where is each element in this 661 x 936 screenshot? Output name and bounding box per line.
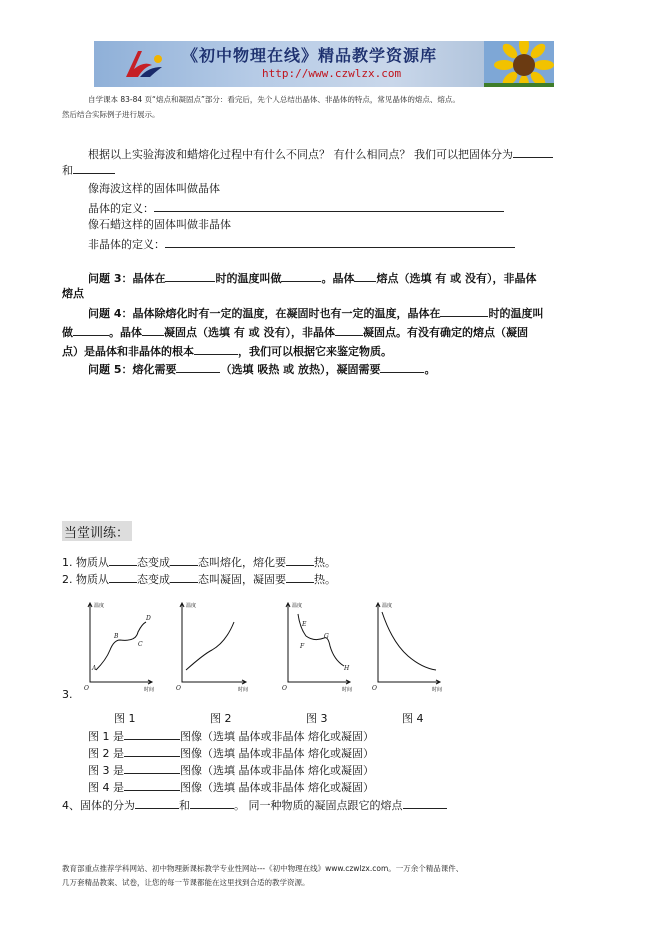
question-4-line-2: 做 。晶体 凝固点（选填 有 或 没有），非晶体 凝固点。有没有确定的熔点（凝固 (62, 323, 528, 341)
blank[interactable] (109, 570, 137, 583)
origin-label: O (282, 685, 287, 692)
blank[interactable] (194, 342, 238, 355)
question-line-2: 和 (62, 161, 115, 179)
blank[interactable] (170, 553, 198, 566)
question-3-line-1: 问题 3：晶体在 时的温度叫做 。晶体 熔点（选填 有 或 没有），非晶体 (88, 269, 536, 287)
noncrystal-definition: 非晶体的定义： (88, 235, 515, 253)
footer-line-1: 教育部重点推荐学科网站、初中物理新课标教学专业性网站---《初中物理在线》www.czwlzx.com。一万余个精品课件、 (62, 864, 464, 873)
blank[interactable] (335, 323, 363, 336)
point-b: B (114, 633, 119, 640)
blank[interactable] (170, 570, 198, 583)
figure-4-label: 图 4 (402, 712, 424, 725)
figure-4-graph (368, 598, 448, 694)
figure-2-label: 图 2 (210, 712, 232, 725)
blank[interactable] (380, 360, 424, 373)
header-banner (94, 41, 554, 87)
figure-answer-row: 图 4 是 图像（选填 晶体或非晶体 熔化或凝固） (88, 778, 374, 796)
y-axis-label: 温度 (292, 603, 303, 609)
y-axis-label: 温度 (94, 603, 105, 609)
blank[interactable] (154, 199, 504, 212)
banner-url[interactable]: http://www.czwlzx.com (262, 67, 402, 80)
origin-label: O (176, 685, 181, 692)
x-axis-label: 时间 (238, 687, 249, 693)
training-item-3-number: 3. (62, 688, 73, 701)
axis-arrows (376, 603, 440, 684)
sunflower-icon (484, 41, 554, 87)
noncrystal-note: 像石蜡这样的固体叫做非晶体 (88, 218, 231, 231)
blank[interactable] (142, 323, 164, 336)
banner-title: 《初中物理在线》精品教学资源库 (182, 46, 438, 65)
blank[interactable] (286, 553, 314, 566)
training-heading: 当堂训练： (64, 526, 130, 541)
axes (288, 604, 350, 682)
blank[interactable] (135, 796, 179, 809)
point-a: A (92, 665, 97, 672)
figure-answer-row: 图 3 是 图像（选填 晶体或非晶体 熔化或凝固） (88, 761, 374, 779)
question-4-line-1: 问题 4：晶体除熔化时有一定的温度，在凝固时也有一定的温度，晶体在 时的温度叫 (88, 304, 543, 322)
axes (182, 604, 246, 682)
x-axis-label: 时间 (342, 687, 353, 693)
figure-answer-row: 图 2 是 图像（选填 晶体或非晶体 熔化或凝固） (88, 744, 374, 762)
x-axis-label: 时间 (432, 687, 443, 693)
blank[interactable] (440, 304, 488, 317)
blank[interactable] (190, 796, 234, 809)
blank[interactable] (403, 796, 447, 809)
x-axis-label: 时间 (144, 687, 155, 693)
blank[interactable] (73, 323, 109, 336)
point-h: H (344, 665, 350, 672)
amorphous-solidifying-curve (382, 612, 436, 670)
y-axis-label: 温度 (186, 603, 197, 609)
point-f: F (300, 643, 305, 650)
blank[interactable] (124, 727, 180, 740)
question-5: 问题 5：熔化需要 （选填 吸热 或 放热），凝固需要 。 (88, 360, 435, 378)
point-c: C (138, 641, 143, 648)
crystal-note: 像海波这样的固体叫做晶体 (88, 182, 220, 195)
figure-answer-row: 图 1 是 图像（选填 晶体或非晶体 熔化或凝固） (88, 727, 374, 745)
blank[interactable] (513, 145, 553, 158)
site-logo-icon (122, 47, 166, 83)
question-line-1: 根据以上实验海波和蜡熔化过程中有什么不同点？ 有什么相同点？ 我们可以把固体分为 (88, 145, 553, 163)
blank[interactable] (73, 161, 115, 174)
question-4-line-3: 点）是晶体和非晶体的根本 ，我们可以根据它来鉴定物质。 (62, 342, 392, 360)
point-d: D (146, 615, 151, 622)
amorphous-melting-curve (186, 622, 234, 670)
blank[interactable] (286, 570, 314, 583)
intro-line-2: 然后结合实际例子进行展示。 (62, 110, 160, 119)
blank[interactable] (124, 744, 180, 757)
crystal-definition: 晶体的定义： (88, 199, 504, 217)
axes (90, 604, 152, 682)
question-3-line-2: 熔点 (62, 287, 84, 300)
figure-2-graph (176, 598, 256, 694)
blank[interactable] (165, 269, 215, 282)
blank[interactable] (109, 553, 137, 566)
origin-label: O (372, 685, 377, 692)
figure-3-graph (278, 598, 358, 694)
origin-label: O (84, 685, 89, 692)
blank[interactable] (124, 778, 180, 791)
blank[interactable] (165, 235, 515, 248)
y-axis-label: 温度 (382, 603, 393, 609)
training-item-2: 2. 物质从 态变成 态叫凝固，凝固要 热。 (62, 570, 336, 588)
blank[interactable] (124, 761, 180, 774)
intro-line-1: 自学课本 83-84 页“熔点和凝固点”部分：看完后，先个人总结出晶体、非晶体的特点，常见晶体的熔点、熔点。 (88, 95, 460, 104)
training-item-4: 4、固体的分为 和 。 同一种物质的凝固点跟它的熔点 (62, 796, 447, 814)
point-e: E (302, 621, 307, 628)
training-item-1: 1. 物质从 态变成 态叫熔化，熔化要 热。 (62, 553, 336, 571)
point-g: G (324, 633, 329, 640)
figure-1-label: 图 1 (114, 712, 136, 725)
axis-arrows (286, 603, 350, 684)
axes (378, 604, 440, 682)
figure-1-graph (80, 598, 160, 694)
blank[interactable] (354, 269, 376, 282)
blank[interactable] (176, 360, 220, 373)
figure-3-label: 图 3 (306, 712, 328, 725)
blank[interactable] (281, 269, 321, 282)
footer-line-2: 几万套精品教案、试卷，让您的每一节课都能在这里找到合适的教学资源。 (62, 878, 310, 887)
axis-arrows (180, 603, 246, 684)
